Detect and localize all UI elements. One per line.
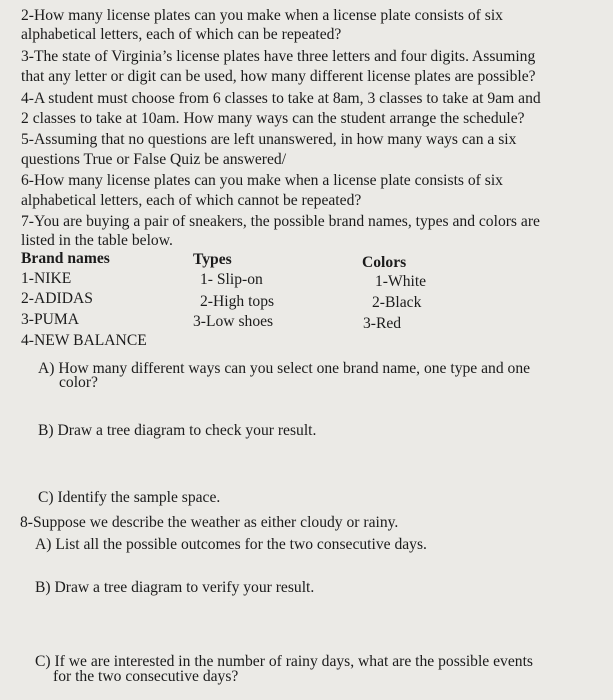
- q4-line-2: 2 classes to take at 10am. How many ways can the student arrange the schedule?: [21, 110, 525, 127]
- type-item-2: 2-High tops: [200, 293, 275, 310]
- q4-line-1: 4-A student must choose from 6 classes to take at 8am, 3 classes to take at 9am and: [21, 90, 541, 107]
- q8-part-c-line-1: C) If we are interested in the number of rainy days, what are the possible events: [35, 653, 533, 670]
- q6-line-1: 6-How many license plates can you make when a license plate consists of six: [21, 172, 503, 189]
- q3-line-1: 3-The state of Virginia’s license plates have three letters and four digits. Assuming: [21, 48, 536, 65]
- q2-line-2: alphabetical letters, each of which can be repeated?: [21, 26, 342, 43]
- q8-part-a: A) List all the possible outcomes for the two consecutive days.: [35, 536, 427, 553]
- brand-item-3: 3-PUMA: [21, 311, 80, 328]
- q7-line-1: 7-You are buying a pair of sneakers, the possible brand names, types and colors are: [21, 213, 540, 230]
- header-types: Types: [193, 251, 232, 268]
- q8-part-b: B) Draw a tree diagram to verify your result.: [35, 579, 315, 596]
- q7-part-c: C) Identify the sample space.: [38, 489, 221, 506]
- type-item-3: 3-Low shoes: [193, 313, 274, 330]
- q7-part-a-line-1: A) How many different ways can you select one brand name, one type and one: [38, 360, 531, 377]
- q3-line-2: that any letter or digit can be used, how many different license plates are possible?: [21, 68, 536, 85]
- q5-line-1: 5-Assuming that no questions are left unanswered, in how many ways can a six: [21, 131, 517, 148]
- q7-line-2: listed in the table below.: [21, 232, 173, 249]
- color-item-3: 3-Red: [363, 315, 402, 332]
- q2-line-1: 2-How many license plates can you make when a license plate consists of six: [21, 7, 503, 24]
- color-item-2: 2-Black: [372, 294, 422, 311]
- q8-part-c-line-2: for the two consecutive days?: [53, 668, 239, 685]
- header-colors: Colors: [362, 254, 407, 271]
- brand-item-4: 4-NEW BALANCE: [21, 332, 147, 349]
- type-item-1: 1- Slip-on: [200, 271, 263, 288]
- q5-line-2: questions True or False Quiz be answered/: [21, 151, 287, 168]
- brand-item-2: 2-ADIDAS: [21, 290, 93, 307]
- q7-part-b: B) Draw a tree diagram to check your result.: [38, 422, 317, 439]
- header-brand-names: Brand names: [21, 250, 110, 267]
- color-item-1: 1-White: [375, 273, 427, 290]
- q7-part-a-line-2: color?: [59, 374, 98, 391]
- q8-line-1: 8-Suppose we describe the weather as either cloudy or rainy.: [20, 514, 399, 531]
- brand-item-1: 1-NIKE: [21, 270, 72, 287]
- q6-line-2: alphabetical letters, each of which cannot be repeated?: [21, 192, 362, 209]
